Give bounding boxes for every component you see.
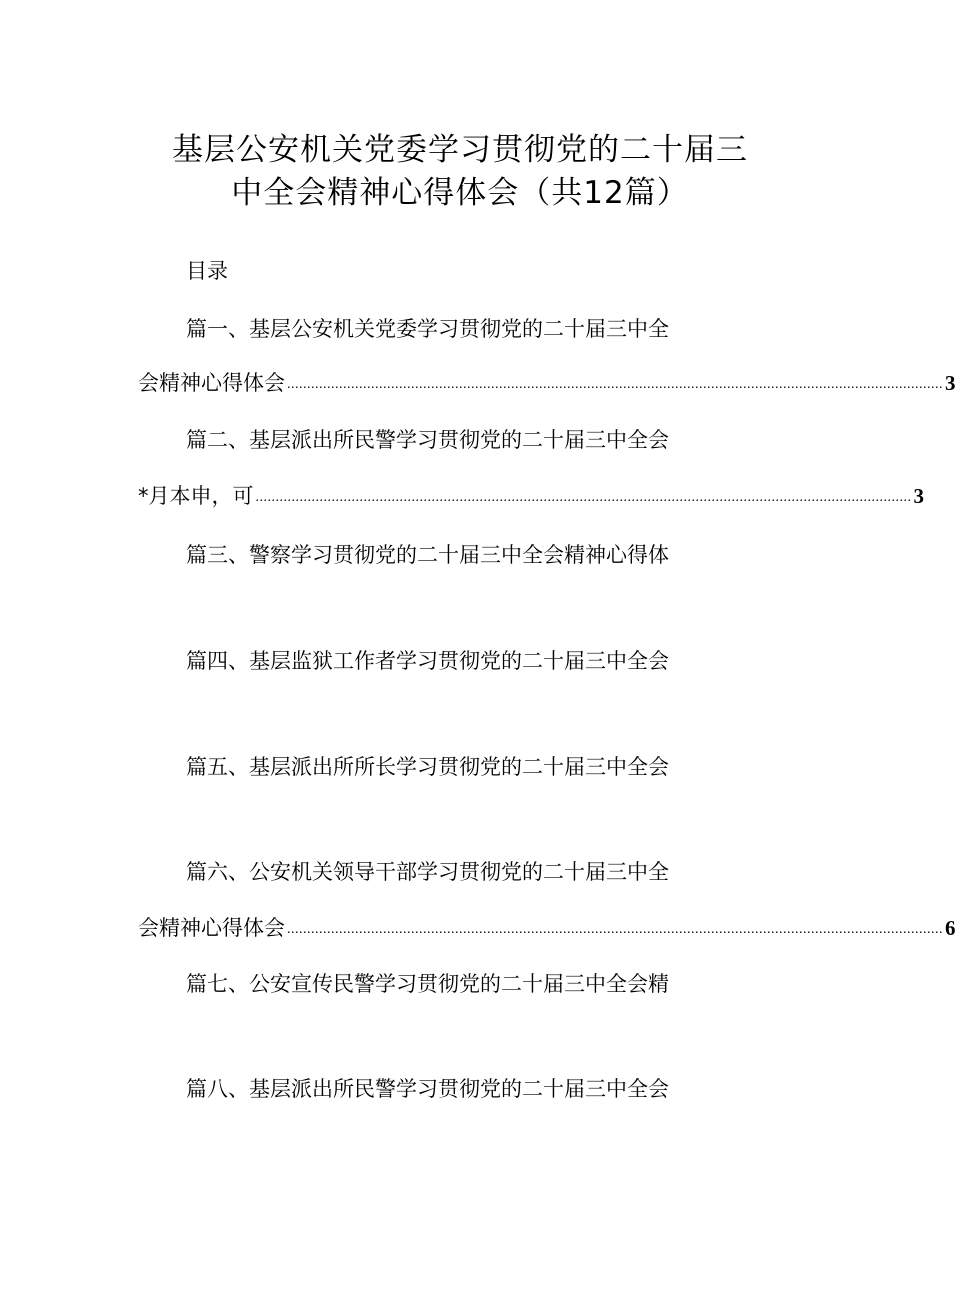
toc-entry-8-title[interactable]: 篇八、基层派出所民警学习贯彻党的二十届三中全会 <box>186 1077 669 1101</box>
toc-entry-6-continuation[interactable] <box>138 913 956 943</box>
toc-entry-4-title[interactable]: 篇四、基层监狱工作者学习贯彻党的二十届三中全会 <box>186 649 669 673</box>
document-title-line-1: 基层公安机关党委学习贯彻党的二十届三 <box>172 132 748 168</box>
toc-entry-1-title[interactable]: 篇一、基层公安机关党委学习贯彻党的二十届三中全 <box>186 317 669 341</box>
toc-entry-text: 会精神心得体会 <box>138 371 285 395</box>
toc-entry-6-title[interactable]: 篇六、公安机关领导干部学习贯彻党的二十届三中全 <box>186 860 669 884</box>
toc-page-number: 3 <box>945 371 956 395</box>
toc-entry-5-title[interactable]: 篇五、基层派出所所长学习贯彻党的二十届三中全会 <box>186 755 669 779</box>
toc-entry-2-title[interactable]: 篇二、基层派出所民警学习贯彻党的二十届三中全会 <box>186 428 669 452</box>
toc-leader-dots: .................................................................................................................................................................... <box>255 490 912 505</box>
toc-entry-text: 会精神心得体会 <box>138 916 285 940</box>
document-title-line-2: 中全会精神心得体会（共12篇） <box>231 175 689 211</box>
toc-entry-text: *月本申，可 <box>138 484 254 508</box>
toc-page-number: 6 <box>945 916 956 940</box>
toc-heading: 目录 <box>186 259 228 283</box>
toc-entry-3-title[interactable]: 篇三、警察学习贯彻党的二十届三中全会精神心得体 <box>186 543 669 567</box>
toc-entry-7-title[interactable]: 篇七、公安宣传民警学习贯彻党的二十届三中全会精 <box>186 972 669 996</box>
toc-leader-dots: .................................................................................................................................................................... <box>287 377 943 392</box>
toc-page-number: 3 <box>913 484 924 508</box>
toc-entry-1-continuation[interactable] <box>138 368 956 398</box>
toc-entry-2-continuation[interactable] <box>138 481 924 511</box>
toc-leader-dots: .................................................................................................................................................................... <box>287 922 943 937</box>
